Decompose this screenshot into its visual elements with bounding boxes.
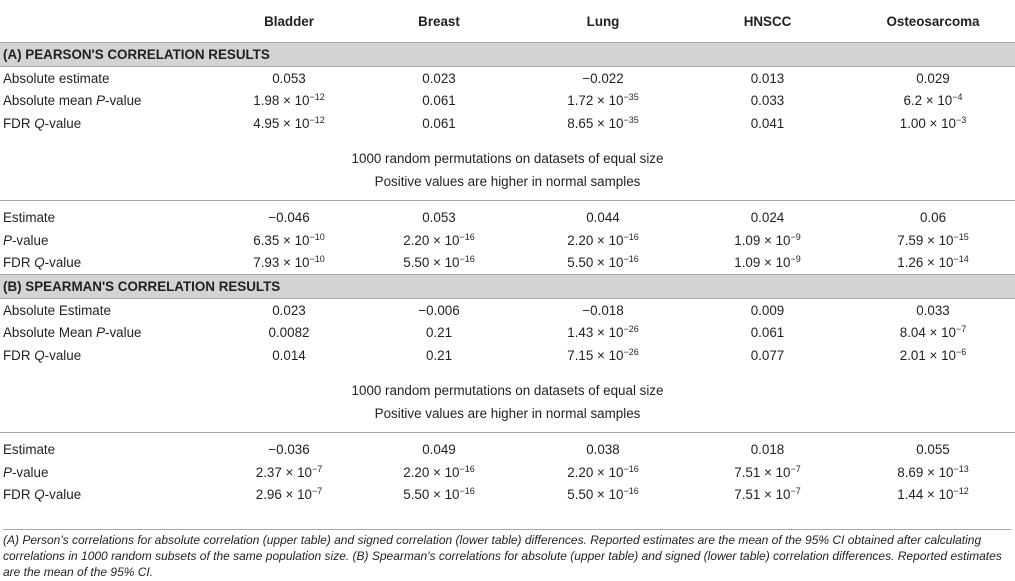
row-label: Absolute mean P-value [3, 93, 142, 109]
table-row [0, 299, 1015, 322]
exponent: −16 [459, 254, 475, 265]
table-cell: 0.018 [750, 442, 785, 458]
table-cell: $8.69 \times 10^{-13}$ [897, 463, 969, 480]
table-cell: $7.51 \times 10^{-7}$ [734, 463, 801, 480]
exponent: −14 [953, 254, 969, 265]
section-header-row [0, 43, 1015, 67]
exponent: −7 [790, 463, 801, 474]
table-cell: $2.20 \times 10^{-16}$ [567, 231, 639, 248]
table-cell: −0.018 [582, 302, 624, 318]
table-cell: −0.046 [268, 210, 310, 226]
table-cell: 0.033 [750, 93, 785, 109]
section-header-row [0, 275, 1015, 299]
row-label: Absolute Mean P-value [3, 325, 142, 341]
row-label: Absolute estimate [3, 70, 110, 86]
exponent: −3 [955, 114, 967, 125]
exponent: −9 [790, 231, 801, 242]
table-cell: 0.013 [750, 70, 785, 86]
table-header-row [0, 0, 1015, 43]
exponent: −26 [623, 346, 639, 357]
exponent: −9 [790, 254, 801, 265]
table-cell: $1.98 \times 10^{-12}$ [253, 92, 325, 109]
table-cell: −0.022 [582, 70, 624, 86]
table-cell: $5.50 \times 10^{-16}$ [567, 254, 639, 271]
table-cell: $5.50 \times 10^{-16}$ [403, 486, 475, 503]
permutation-note-row [0, 147, 1015, 171]
italic-symbol: Q [34, 115, 45, 131]
row-label: P-value [3, 464, 49, 480]
row-label: FDR Q-value [3, 487, 82, 503]
table-cell: $5.50 \times 10^{-16}$ [567, 486, 639, 503]
exponent: −7 [311, 486, 323, 497]
permutation-note-row [0, 170, 1015, 194]
row-label: Absolute Estimate [3, 302, 111, 318]
table-cell: $1.09 \times 10^{-9}$ [734, 231, 801, 248]
section-title: (A) PEARSON'S CORRELATION RESULTS [0, 43, 1015, 67]
header-cell-bladder: Bladder [264, 13, 314, 29]
table-row [0, 90, 1015, 113]
exponent: −12 [309, 92, 325, 103]
table-cell: $7.93 \times 10^{-10}$ [253, 254, 325, 271]
header-cell-osteosarcoma: Osteosarcoma [886, 13, 980, 29]
row-label: FDR Q-value [3, 255, 82, 271]
italic-symbol: Q [34, 347, 45, 363]
exponent: −16 [623, 486, 639, 497]
exponent: −16 [623, 254, 639, 265]
table-cell: 0.044 [586, 210, 620, 226]
table-cell: 0.023 [272, 302, 306, 318]
section-title: (B) SPEARMAN'S CORRELATION RESULTS [0, 275, 1015, 299]
italic-symbol: P [96, 325, 105, 341]
italic-symbol: Q [34, 255, 45, 271]
table-cell: 0.21 [425, 325, 453, 341]
table-cell: $1.00 \times 10^{-3}$ [899, 114, 967, 131]
table-cell: 0.038 [586, 442, 620, 458]
exponent: −15 [953, 231, 969, 242]
table-cell: 0.053 [422, 210, 456, 226]
permutation-note: Positive values are higher in normal samples [374, 406, 641, 422]
table-row [0, 439, 1015, 462]
permutation-note: Positive values are higher in normal samples [374, 174, 641, 190]
spacer [0, 135, 1015, 147]
exponent: −12 [953, 486, 969, 497]
exponent: −4 [952, 92, 963, 103]
row-label: P-value [3, 232, 49, 248]
table-cell: 0.061 [750, 325, 785, 341]
table-cell: 0.061 [422, 115, 456, 131]
table-cell: −0.006 [418, 302, 460, 318]
italic-symbol: P [96, 93, 105, 109]
table-cell: $1.09 \times 10^{-9}$ [734, 254, 801, 271]
table-cell: 0.023 [422, 70, 456, 86]
exponent: −10 [309, 254, 325, 265]
table-cell: $4.95 \times 10^{-12}$ [253, 114, 325, 131]
table-cell: $2.01 \times 10^{-6}$ [899, 346, 967, 363]
header-cell-breast: Breast [418, 13, 460, 29]
row-label: Estimate [3, 210, 56, 226]
header-cell-lung: Lung [586, 13, 620, 29]
table-row [0, 112, 1015, 135]
exponent: −26 [623, 324, 639, 335]
table-cell: 0.061 [422, 93, 456, 109]
table-row [0, 322, 1015, 345]
exponent: −35 [623, 114, 639, 125]
exponent: −12 [309, 114, 325, 125]
table-cell: 0.0082 [268, 325, 310, 341]
italic-symbol: Q [34, 487, 45, 503]
exponent: −7 [311, 463, 323, 474]
permutation-note-row [0, 402, 1015, 426]
table-cell: $1.43 \times 10^{-26}$ [567, 324, 639, 341]
table-row [0, 252, 1015, 275]
table-row [0, 484, 1015, 507]
table-cell: $5.50 \times 10^{-16}$ [403, 254, 475, 271]
table-cell: −0.036 [268, 442, 310, 458]
table-row [0, 229, 1015, 252]
table-cell: $2.20 \times 10^{-16}$ [567, 463, 639, 480]
exponent: −16 [623, 463, 639, 474]
row-label: Estimate [3, 442, 56, 458]
table-cell: 0.009 [750, 302, 785, 318]
exponent: −16 [459, 463, 475, 474]
table-cell: 0.014 [272, 347, 306, 363]
table-cell: 0.06 [919, 210, 947, 226]
exponent: −13 [953, 463, 969, 474]
table-cell: 0.21 [425, 347, 453, 363]
table-cell: 0.053 [272, 70, 306, 86]
table-cell: 0.055 [916, 442, 950, 458]
table-cell: 0.041 [750, 115, 785, 131]
exponent: −7 [955, 324, 967, 335]
table-cell: $1.72 \times 10^{-35}$ [567, 92, 639, 109]
row-label: FDR Q-value [3, 115, 82, 131]
table-row [0, 461, 1015, 484]
table-cell: $7.15 \times 10^{-26}$ [567, 346, 639, 363]
table-body [0, 43, 1015, 507]
table-row [0, 207, 1015, 230]
table-cell: 0.024 [750, 210, 785, 226]
table-footnote: (A) Person's correlations for absolute correlation (upper table) and signed correlation (lower table) differences. Reported estimates are the mean of the 95% CI obtained after calculating correlations in 1000 random subsets of the same population size. (B) Spearman's correlations for absolute (upper table) and signed (lower table) correlation differences. Reported estimates are the mean of the 95% CI. [3, 529, 1011, 580]
exponent: −16 [459, 231, 475, 242]
table-cell: 0.049 [422, 442, 456, 458]
exponent: −16 [623, 231, 639, 242]
table-cell: $7.59 \times 10^{-15}$ [897, 231, 969, 248]
exponent: −6 [955, 346, 967, 357]
table-cell: $2.96 \times 10^{-7}$ [255, 486, 323, 503]
table-cell: $1.44 \times 10^{-12}$ [897, 486, 969, 503]
header-cell-corner [0, 0, 222, 43]
table-cell: $6.2 \times 10^{-4}$ [903, 92, 963, 109]
exponent: −7 [790, 486, 801, 497]
exponent: −35 [623, 92, 639, 103]
header-cell-hnscc: HNSCC [743, 13, 792, 29]
spacer-row [0, 135, 1015, 147]
table-row [0, 344, 1015, 367]
table-cell: $2.37 \times 10^{-7}$ [255, 463, 323, 480]
exponent: −16 [459, 486, 475, 497]
table-cell: 0.029 [916, 70, 950, 86]
spacer [0, 367, 1015, 379]
permutation-note: 1000 random permutations on datasets of equal size [351, 382, 664, 398]
table-cell: $6.35 \times 10^{-10}$ [253, 231, 325, 248]
table-cell: $2.20 \times 10^{-16}$ [403, 463, 475, 480]
table-cell: $7.51 \times 10^{-7}$ [734, 486, 801, 503]
spacer-row [0, 367, 1015, 379]
exponent: −10 [309, 231, 325, 242]
table-cell: $2.20 \times 10^{-16}$ [403, 231, 475, 248]
italic-symbol: P [3, 232, 12, 248]
permutation-note: 1000 random permutations on datasets of equal size [351, 150, 664, 166]
table-cell: $8.65 \times 10^{-35}$ [567, 114, 639, 131]
table-cell: 0.033 [916, 302, 950, 318]
table-cell: $8.04 \times 10^{-7}$ [899, 324, 967, 341]
table-cell: $1.26 \times 10^{-14}$ [897, 254, 969, 271]
table-row [0, 67, 1015, 90]
table-cell: 0.077 [750, 347, 785, 363]
permutation-note-row [0, 379, 1015, 403]
row-label: FDR Q-value [3, 347, 82, 363]
italic-symbol: P [3, 464, 12, 480]
